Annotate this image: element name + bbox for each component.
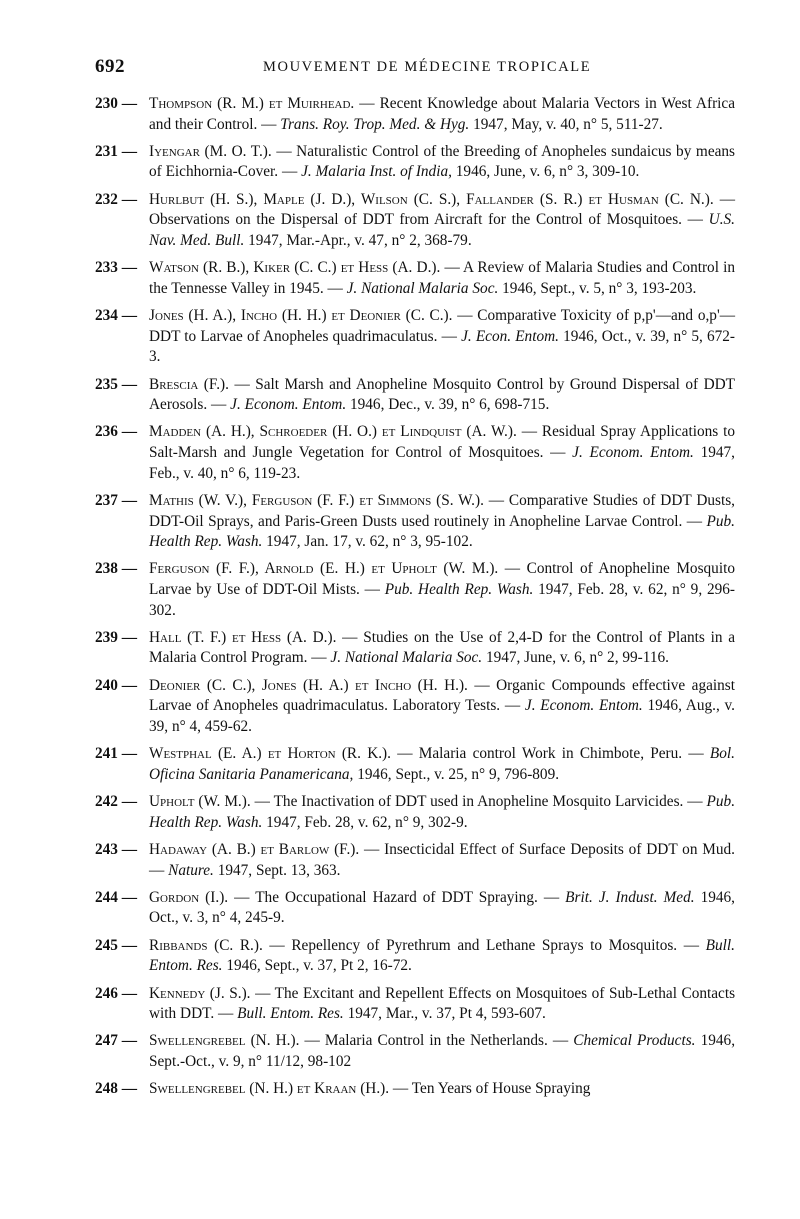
reference-details: 1946, June, v. 6, n° 3, 309-10. — [455, 163, 640, 181]
running-title: MOUVEMENT DE MÉDECINE TROPICALE — [263, 59, 592, 75]
reference-journal: J. Econom. Entom. — [572, 444, 694, 462]
reference-details: 1946, Sept., v. 5, n° 3, 193-203. — [502, 279, 697, 297]
reference-details: 1947, Jan. 17, v. 62, n° 3, 95-102. — [266, 533, 473, 551]
reference-number: 248 — — [95, 1080, 138, 1098]
reference-journal: Brit. J. Indust. Med. — [565, 888, 695, 906]
reference-details: 1947, June, v. 6, n° 2, 99-116. — [485, 649, 669, 667]
reference-journal: J. Econom. Entom. — [230, 396, 347, 414]
reference-number: 243 — — [95, 840, 138, 858]
reference-number: 232 — — [95, 190, 138, 208]
reference-journal: Trans. Roy. Trop. Med. & Hyg. — [280, 115, 470, 133]
reference-title: — Recent Knowledge about Malaria Vectors in West Africa and their Control. — — [149, 95, 735, 133]
reference-journal: J. Econ. Entom. — [461, 327, 559, 345]
reference-list — [95, 94, 735, 1107]
reference-entry — [95, 306, 735, 368]
reference-entry — [95, 1079, 735, 1100]
reference-details: 1947, Sept. 13, 363. — [217, 861, 341, 879]
reference-title: — Studies on the Use of 2,4-D for the Control of Plants in a Malaria Control Program. — — [149, 628, 736, 667]
reference-journal: Bol. Oficina Sanitaria Panamericana, — [149, 745, 735, 783]
reference-authors: Brescia (F.). — [149, 375, 229, 393]
reference-authors: Gordon (I.). — [149, 888, 229, 906]
reference-details: 1947, May, v. 40, n° 5, 511-27. — [473, 115, 663, 133]
reference-entry — [95, 984, 735, 1025]
reference-journal: Pub. Health Rep. Wash. — [149, 793, 736, 831]
reference-number: 239 — — [95, 628, 138, 646]
reference-title: — Malaria Control in the Netherlands. — — [304, 1032, 569, 1050]
reference-journal: J. Econom. Entom. — [524, 697, 643, 715]
reference-entry — [95, 559, 735, 621]
reference-journal: Nature. — [168, 861, 214, 879]
reference-number: 245 — — [95, 936, 138, 954]
reference-number: 238 — — [95, 560, 138, 578]
reference-entry — [95, 190, 735, 252]
reference-journal: Bull. Entom. Res. — [149, 936, 735, 975]
reference-number: 240 — — [95, 676, 138, 694]
reference-authors: Ferguson (F. F.), Arnold (E. H.) et Upholt (W. M.). — [149, 560, 499, 578]
reference-authors: Mathis (W. V.), Ferguson (F. F.) et Simmons (S. W.). — [149, 491, 484, 509]
reference-authors: Ribbands (C. R.). — [149, 936, 263, 954]
reference-authors: Swellengrebel (N. H.) et Kraan (H.). — [149, 1080, 390, 1098]
reference-title: — Repellency of Pyrethrum and Lethane Sprays to Mosquitos. — — [269, 936, 700, 954]
reference-authors: Madden (A. H.), Schroeder (H. O.) et Lindquist (A. W.). — [149, 423, 517, 441]
reference-details: 1947, Feb., v. 40, n° 6, 119-23. — [149, 444, 735, 482]
reference-authors: Hurlbut (H. S.), Maple (J. D.), Wilson (C. S.), Fallander (S. R.) et Husman (C. N.). — [149, 190, 714, 208]
reference-authors: Swellengrebel (N. H.). — [149, 1032, 300, 1050]
reference-authors: Thompson (R. M.) et Muirhead. — [149, 95, 355, 112]
reference-entry — [95, 375, 735, 416]
reference-title: — Control of Anopheline Mosquito Larvae by Use of DDT-Oil Mists. — — [149, 560, 735, 598]
reference-authors: Kennedy (J. S.). — [149, 984, 251, 1002]
reference-authors: Iyengar (M. O. T.). — [149, 142, 272, 160]
reference-authors: Jones (H. A.), Incho (H. H.) et Deonier (C. C.). — [149, 307, 453, 325]
reference-journal: Bull. Entom. Res. — [237, 1005, 344, 1023]
reference-journal: Pub. Health Rep. Wash. — [384, 580, 534, 598]
reference-details: 1946, Dec., v. 39, n° 6, 698-715. — [349, 396, 550, 414]
reference-title: — Ten Years of House Spraying — [392, 1080, 591, 1098]
reference-details: 1946, Oct., v. 39, n° 5, 672-3. — [149, 327, 736, 366]
reference-title: — Salt Marsh and Anopheline Mosquito Control by Ground Dispersal of DDT Aerosols. — — [149, 375, 736, 414]
reference-title: — Residual Spray Applications to Salt-Marsh and Jungle Vegetation for Control of Mosquitoes. — — [149, 423, 735, 462]
reference-details: 1946, Sept., v. 25, n° 9, 796-809. — [357, 765, 560, 783]
reference-entry — [95, 1031, 735, 1072]
reference-number: 241 — — [95, 745, 138, 763]
reference-title: — Malaria control Work in Chimbote, Peru. — — [397, 745, 704, 763]
reference-details: 1947, Feb. 28, v. 62, n° 9, 302-9. — [266, 813, 468, 831]
reference-title: — Insecticidal Effect of Surface Deposits of DDT on Mud. — — [149, 840, 735, 879]
reference-title: — Organic Compounds effective against Larvae of Anopheles quadrimaculatus. Laboratory Tests. — — [149, 676, 735, 715]
reference-title: — Comparative Toxicity of p,p'—and o,p'—DDT to Larvae of Anopheles quadrimaculatus. — — [149, 307, 736, 345]
reference-journal: Chemical Products. — [573, 1032, 696, 1050]
reference-title: — Naturalistic Control of the Breeding of Anopheles sundaicus by means of Eichhornia-Cover. — — [149, 142, 736, 181]
reference-journal: Pub. Health Rep. Wash. — [149, 512, 735, 551]
reference-title: — Comparative Studies of DDT Dusts, DDT-Oil Sprays, and Paris-Green Dusts used routinely in Anopheline Larvae Control. — — [149, 491, 735, 530]
reference-details: 1947, Mar.-Apr., v. 47, n° 2, 368-79. — [248, 231, 472, 249]
reference-title: — A Review of Malaria Studies and Control in the Tennesse Valley in 1945. — — [149, 259, 735, 297]
reference-title: — The Inactivation of DDT used in Anopheline Mosquito Larvicides. — — [254, 793, 703, 811]
reference-entry — [95, 491, 735, 553]
reference-number: 237 — — [95, 491, 138, 509]
reference-title: — Observations on the Dispersal of DDT from Aircraft for the Control of Mosquitoes. — — [149, 190, 736, 229]
reference-entry — [95, 142, 735, 183]
reference-authors: Upholt (W. M.). — [149, 793, 251, 811]
reference-entry — [95, 888, 735, 929]
reference-entry — [95, 258, 735, 299]
reference-number: 246 — — [95, 984, 138, 1002]
reference-entry — [95, 94, 735, 135]
reference-journal: J. National Malaria Soc. — [346, 279, 499, 297]
reference-authors: Hadaway (A. B.) et Barlow (F.). — [149, 840, 360, 858]
reference-number: 230 — — [95, 95, 138, 112]
reference-number: 231 — — [95, 142, 138, 160]
reference-entry — [95, 422, 735, 484]
reference-entry — [95, 840, 735, 881]
reference-authors: Hall (T. F.) et Hess (A. D.). — [149, 628, 337, 646]
reference-entry — [95, 936, 735, 977]
reference-details: 1946, Sept., v. 37, Pt 2, 16-72. — [226, 957, 412, 975]
page-number: 692 — [95, 56, 125, 77]
reference-number: 233 — — [95, 259, 138, 277]
reference-number: 247 — — [95, 1032, 138, 1050]
reference-authors: Deonier (C. C.), Jones (H. A.) et Incho (H. H.). — [149, 676, 468, 694]
reference-details: 1946, Aug., v. 39, n° 4, 459-62. — [149, 697, 735, 735]
reference-details: 1947, Feb. 28, v. 62, n° 9, 296-302. — [149, 580, 735, 619]
reference-number: 244 — — [95, 888, 138, 906]
reference-details: 1946, Oct., v. 3, n° 4, 245-9. — [149, 888, 735, 927]
reference-entry — [95, 676, 735, 738]
reference-details: 1947, Mar., v. 37, Pt 4, 593-607. — [347, 1005, 546, 1023]
reference-journal: U.S. Nav. Med. Bull. — [149, 211, 736, 249]
reference-number: 242 — — [95, 793, 138, 811]
reference-journal: J. National Malaria Soc. — [330, 649, 483, 667]
reference-number: 234 — — [95, 307, 138, 325]
reference-details: 1946, Sept.-Oct., v. 9, n° 11/12, 98-102 — [149, 1032, 736, 1071]
reference-number: 235 — — [95, 375, 138, 393]
page-header — [95, 56, 734, 80]
reference-journal: J. Malaria Inst. of India, — [301, 163, 452, 181]
reference-authors: Westphal (E. A.) et Horton (R. K.). — [149, 745, 391, 763]
reference-title: — The Occupational Hazard of DDT Spraying. — — [234, 888, 560, 906]
reference-number: 236 — — [95, 423, 138, 441]
reference-entry — [95, 744, 735, 785]
reference-authors: Watson (R. B.), Kiker (C. C.) et Hess (A. D.). — [149, 259, 441, 277]
reference-entry — [95, 628, 735, 669]
reference-entry — [95, 792, 735, 833]
reference-title: — The Excitant and Repellent Effects on Mosquitoes of Sub-Lethal Contacts with DDT. — — [149, 984, 736, 1023]
